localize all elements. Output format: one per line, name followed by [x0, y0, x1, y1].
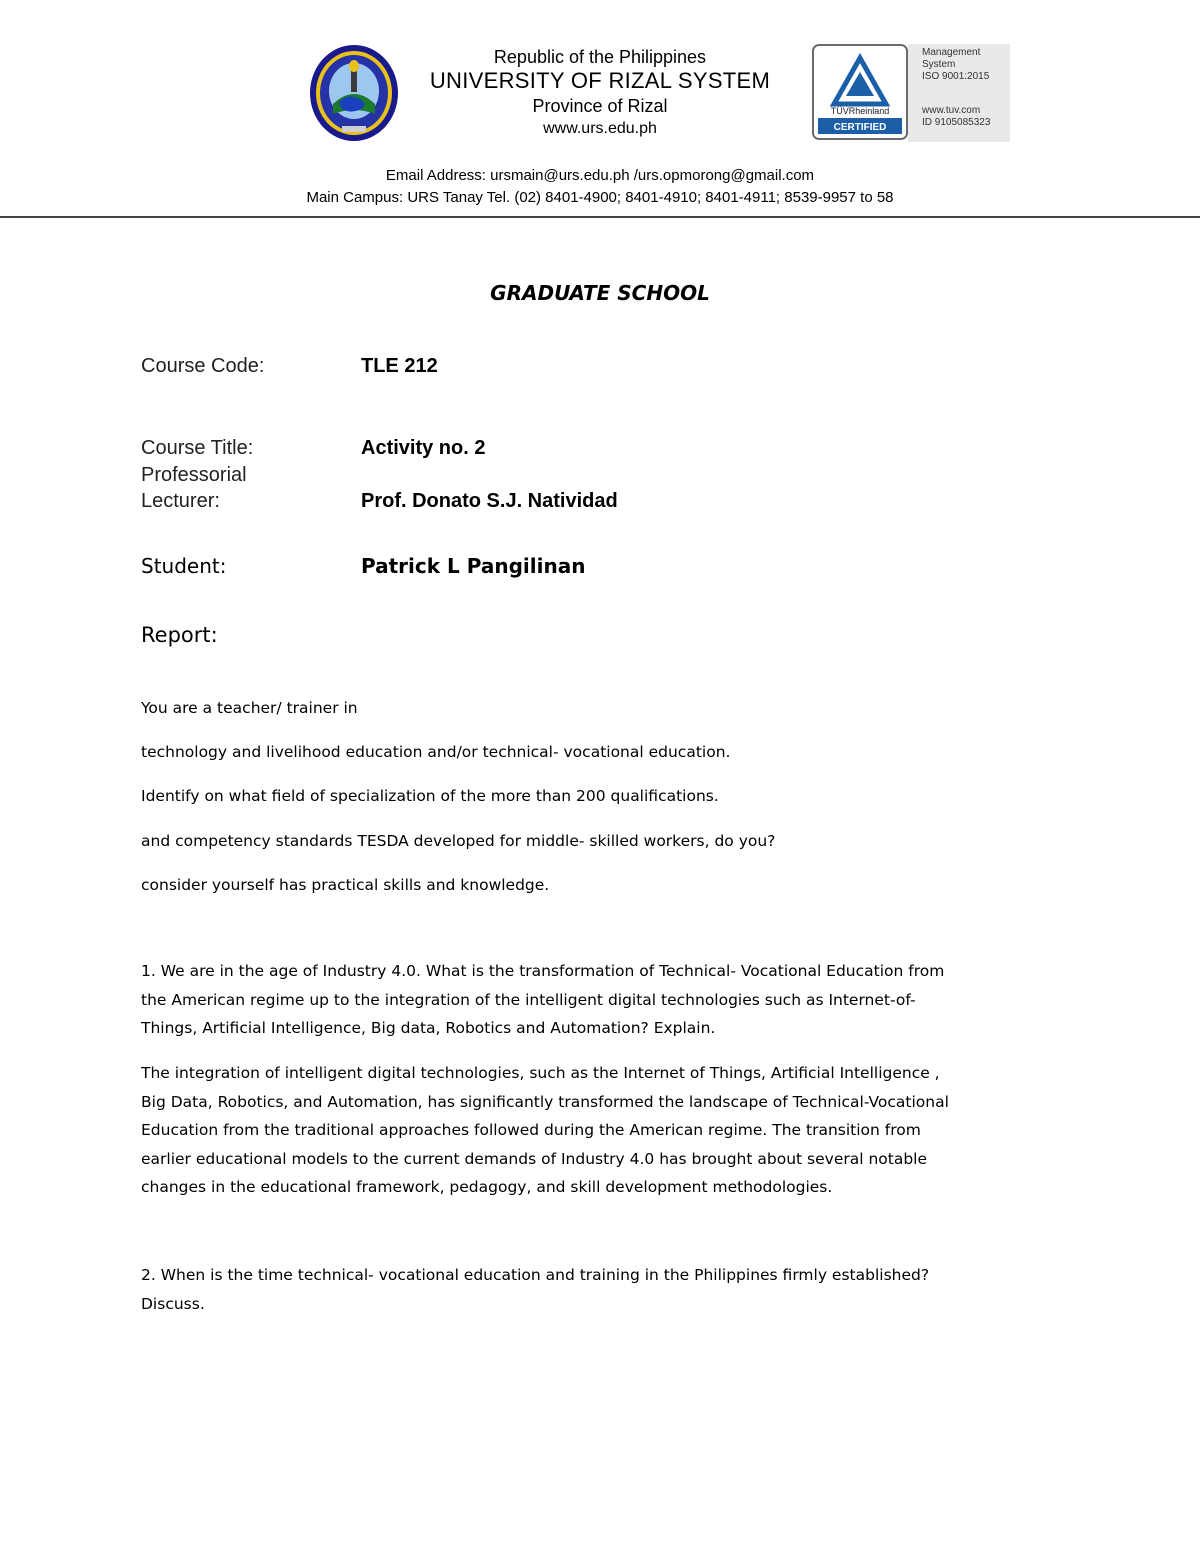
university-seal [309, 44, 399, 142]
answer-1-line: Education from the traditional approaches followed during the American regime. The transition from [141, 1121, 921, 1139]
cert-line: ISO 9001:2015 [922, 71, 990, 82]
cert-footer-line: ID 9105085323 [922, 117, 991, 128]
intro-line: You are a teacher/ trainer in [141, 699, 358, 717]
question-1-line: Things, Artificial Intelligence, Big data, Robotics and Automation? Explain. [141, 1019, 716, 1037]
lecturer-label-line-1: Professorial [141, 464, 247, 486]
course-code-label: Course Code: [141, 355, 265, 377]
answer-1-line: earlier educational models to the current demands of Industry 4.0 has brought about several notable [141, 1149, 928, 1168]
certification-details [908, 44, 1010, 142]
republic-line: Republic of the Philippines [493, 47, 707, 67]
intro-line: technology and livelihood education and/or technical- vocational education. [141, 743, 731, 761]
answer-1-line: The integration of intelligent digital technologies, such as the Internet of Things, Artificial Intelligence , [141, 1064, 940, 1082]
question-1-line: 1. We are in the age of Industry 4.0. What is the transformation of Technical- Vocational Education from [141, 962, 945, 980]
report-heading: Report: [141, 623, 218, 647]
cert-line: Management [922, 47, 981, 58]
lecturer-label-line-2: Lecturer: [141, 490, 220, 512]
header-divider [0, 216, 1200, 218]
cert-footer-line: www.tuv.com [922, 105, 981, 116]
intro-line: and competency standards TESDA developed for middle- skilled workers, do you? [141, 832, 776, 850]
province-line: Province of Rizal [532, 96, 668, 116]
tuv-brand-text: TÜVRheinland [830, 106, 890, 116]
website-link[interactable]: www.urs.edu.ph [543, 120, 657, 137]
intro-line: Identify on what field of specialization of the more than 200 qualifications. [141, 787, 719, 805]
question-2 [141, 1261, 1061, 1318]
course-title-value: Activity no. 2 [361, 437, 486, 459]
letterhead-heading [400, 46, 800, 140]
student-label: Student: [141, 554, 227, 578]
question-1-line: the American regime up to the integration of the intelligent digital technologies such as Internet-of- [141, 990, 916, 1009]
student-value: Patrick L Pangilinan [361, 554, 586, 578]
answer-1 [141, 1059, 1061, 1202]
certified-badge: CERTIFIED [833, 122, 887, 133]
intro-line: consider yourself has practical skills and knowledge. [141, 876, 550, 894]
university-name: UNIVERSITY OF RIZAL SYSTEM [429, 68, 771, 93]
email-line: Email Address: ursmain@urs.edu.ph /urs.opmorong@gmail.com [385, 167, 815, 184]
campus-line: Main Campus: URS Tanay Tel. (02) 8401-4900; 8401-4910; 8401-4911; 8539-9957 to 58 [306, 189, 894, 206]
school-title: GRADUATE SCHOOL [490, 281, 710, 305]
cert-line: System [922, 59, 956, 70]
question-1 [141, 957, 1061, 1043]
answer-1-line: changes in the educational framework, pedagogy, and skill development methodologies. [141, 1178, 833, 1196]
tuv-certification-logo [812, 44, 908, 140]
question-2-line: Discuss. [141, 1294, 205, 1313]
question-2-line: 2. When is the time technical- vocational education and training in the Philippines firmly established? [141, 1266, 930, 1284]
course-title-label: Course Title: [141, 437, 254, 459]
answer-1-line: Big Data, Robotics, and Automation, has significantly transformed the landscape of Technical-Vocational [141, 1092, 949, 1111]
lecturer-value: Prof. Donato S.J. Natividad [361, 490, 618, 512]
course-code-value: TLE 212 [361, 355, 438, 377]
